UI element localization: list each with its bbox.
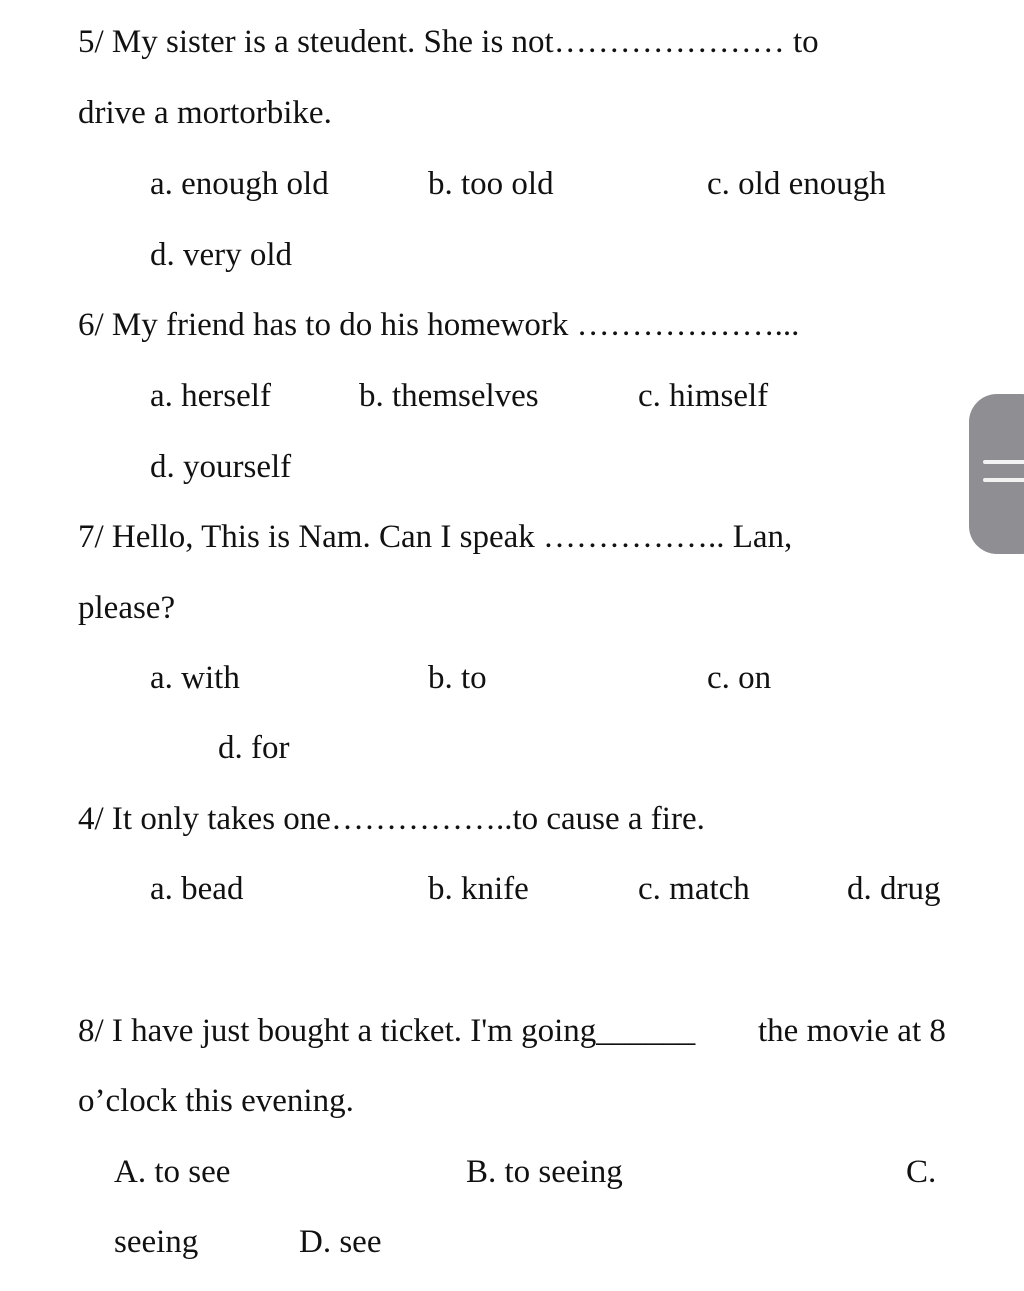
question-6-option-c: c. himself	[638, 378, 769, 414]
question-8-option-b: B. to seeing	[466, 1154, 623, 1190]
question-8-option-c-text: seeing	[114, 1224, 199, 1260]
question-7-stem-line-1: 7/ Hello, This is Nam. Can I speak …………….. Lan,	[78, 519, 793, 555]
question-4-option-c: c. match	[638, 871, 750, 907]
question-6-option-a: a. herself	[150, 378, 271, 414]
question-8-stem-line-1b: the movie at 8	[758, 1013, 946, 1049]
question-4-stem: 4/ It only takes one……………..to cause a fire.	[78, 801, 705, 837]
question-7-option-d: d. for	[218, 730, 290, 766]
question-7-option-b: b. to	[428, 660, 487, 696]
question-8-option-d: D. see	[299, 1224, 382, 1260]
question-8-stem-line-2: o’clock this evening.	[78, 1083, 354, 1119]
question-8-option-a: A. to see	[114, 1154, 231, 1190]
question-6-option-b: b. themselves	[359, 378, 539, 414]
question-4-option-d: d. drug	[847, 871, 941, 907]
question-5-option-a: a. enough old	[150, 166, 329, 202]
question-6-option-d: d. yourself	[150, 449, 292, 485]
question-7-option-a: a. with	[150, 660, 240, 696]
question-5-stem-line-1: 5/ My sister is a steudent. She is not………………… to	[78, 24, 819, 60]
question-7-option-c: c. on	[707, 660, 772, 696]
question-4-option-a: a. bead	[150, 871, 244, 907]
question-5-stem-line-2: drive a mortorbike.	[78, 95, 332, 131]
question-5-option-b: b. too old	[428, 166, 554, 202]
grip-line-icon	[983, 460, 1024, 464]
question-8-option-c-label: C.	[906, 1154, 937, 1190]
question-7-stem-line-2: please?	[78, 590, 176, 626]
question-5-option-c: c. old enough	[707, 166, 886, 202]
question-6-stem: 6/ My friend has to do his homework ………………...	[78, 307, 800, 343]
grip-line-icon	[983, 478, 1024, 482]
question-8-stem-line-1a: 8/ I have just bought a ticket. I'm going______	[78, 1013, 696, 1049]
question-5-option-d: d. very old	[150, 237, 293, 273]
question-4-option-b: b. knife	[428, 871, 529, 907]
scroll-handle[interactable]	[969, 394, 1024, 554]
